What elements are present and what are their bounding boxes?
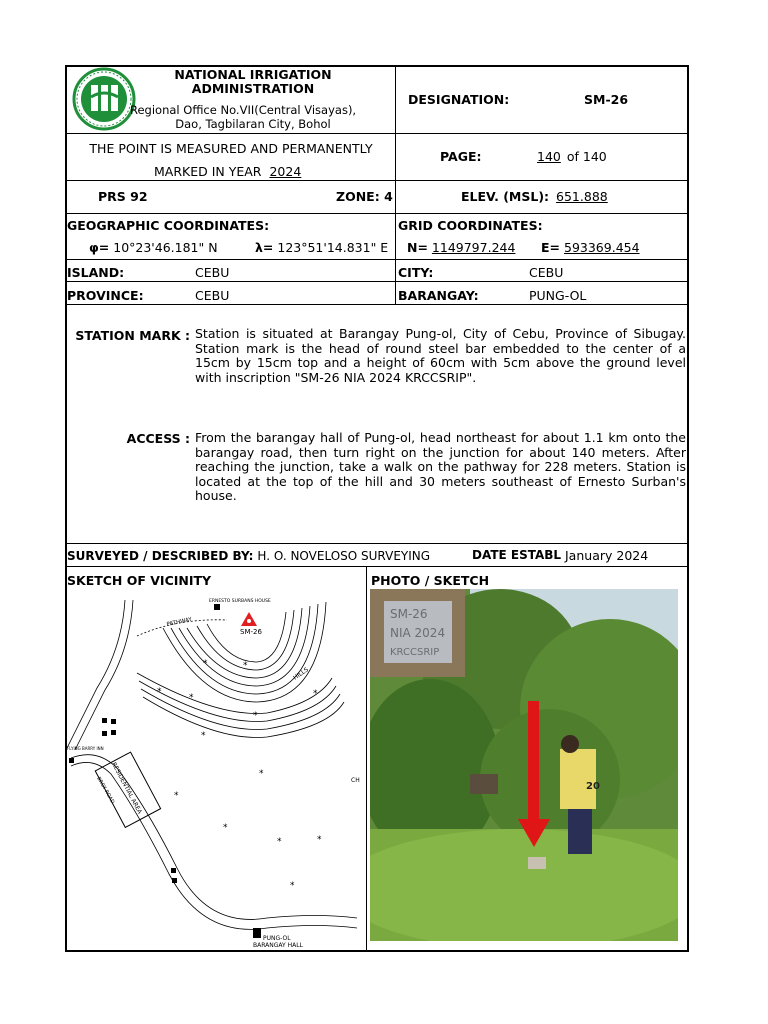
vicinity-map	[67, 588, 365, 948]
office-line-2: Dao, Tagbilaran City, Bohol	[175, 117, 331, 131]
svg-text:*: *	[259, 769, 264, 779]
island-label: ISLAND:	[67, 265, 125, 280]
org-name: NATIONAL IRRIGATION ADMINISTRATION	[174, 67, 332, 96]
barangay-value: PUNG-OL	[529, 288, 587, 303]
designation-value: SM-26	[584, 92, 629, 107]
svg-text:*: *	[157, 687, 162, 697]
lambda-label: λ=	[255, 240, 274, 255]
map-house-label: ERNESTO SURBANS HOUSE	[209, 599, 271, 604]
surveyed-label: SURVEYED / DESCRIBED BY:	[67, 549, 254, 563]
zone-label: ZONE:	[336, 189, 380, 204]
svg-text:*: *	[290, 881, 295, 891]
measured-year: 2024	[269, 164, 302, 179]
designation-label: DESIGNATION:	[408, 92, 510, 107]
page-label: PAGE:	[440, 149, 482, 164]
access-text: From the barangay hall of Pung-ol, head northeast for about 1.1 km onto the barangay road, then turn right on the junction for about 140 meters. After reaching the junction, take a walk on the pathway for 228 meters. Station is located at the top of the hill and 30 meters southeast of Ernesto Surban's house.	[195, 430, 686, 504]
e-value: 593369.454	[564, 240, 640, 255]
zone-value: 4	[384, 189, 393, 204]
elevation-value: 651.888	[556, 189, 608, 204]
page-total: of 140	[566, 149, 607, 164]
map-pathway-label: PATHWAY	[166, 616, 193, 628]
measured-text-line-2	[154, 164, 301, 179]
zone	[336, 189, 393, 204]
surveyed-value: H. O. NOVELOSO SURVEYING	[257, 549, 431, 563]
province-label: PROVINCE:	[67, 288, 144, 303]
city-value: CEBU	[529, 265, 564, 280]
svg-text:*: *	[253, 711, 258, 721]
svg-text:*: *	[223, 823, 228, 833]
nia-logo	[68, 67, 140, 131]
office-line-1: Regional Office No.VII(Central Visayas),	[130, 103, 356, 117]
barangay-label: BARANGAY:	[398, 288, 479, 303]
geo-coordinates-label: GEOGRAPHIC COORDINATES:	[67, 218, 270, 233]
map-left-label: FLYING BARRY INN	[67, 746, 104, 751]
svg-text:*: *	[203, 659, 208, 669]
page-current: 140	[537, 149, 561, 164]
city-label: CITY:	[398, 265, 434, 280]
station-mark-text: Station is situated at Barangay Pung-ol, City of Cebu, Province of Sibugay. Station mark is the head of round steel bar embedded to the center of a 15cm by 15cm top and a height of 60cm with 5cm above the ground level with inscription "SM-26 NIA 2024 KRCCSRIP".	[195, 326, 686, 385]
longitude	[255, 240, 395, 255]
map-hills-label: HILLS	[292, 666, 310, 682]
prs-datum: PRS 92	[98, 189, 148, 204]
photo-shirt-number: 20	[586, 781, 600, 792]
map-ch-label: CH	[351, 777, 360, 784]
province-value: CEBU	[195, 288, 230, 303]
station-photo	[370, 589, 678, 941]
station-mark-label: STATION MARK :	[75, 328, 190, 343]
map-residential-label: RESIDENTIAL AREA	[109, 761, 144, 816]
island-value: CEBU	[195, 265, 230, 280]
photo-label: PHOTO / SKETCH	[371, 573, 490, 588]
access-label: ACCESS :	[126, 431, 190, 446]
lambda-value: 123°51'14.831" E	[277, 240, 389, 255]
phi-label: φ=	[89, 240, 110, 255]
map-road-label: BRGY ROAD	[95, 776, 116, 805]
elevation	[461, 189, 608, 204]
photo-mark-line-2: NIA 2024	[390, 626, 446, 640]
phi-value: 10°23'46.181" N	[113, 240, 218, 255]
date-label: DATE ESTABL	[472, 548, 562, 562]
svg-text:*: *	[201, 731, 206, 741]
latitude	[89, 240, 218, 255]
easting	[541, 240, 640, 255]
measured-text-line-1: THE POINT IS MEASURED AND PERMANENTLY	[89, 141, 373, 156]
measured-year-label: MARKED IN YEAR	[154, 164, 262, 179]
n-value: 1149797.244	[431, 240, 516, 255]
grid-coordinates-label: GRID COORDINATES:	[398, 218, 543, 233]
elevation-label: ELEV. (MSL):	[461, 189, 550, 204]
date-value: January 2024	[565, 548, 649, 563]
svg-text:*: *	[317, 835, 322, 845]
surveyed-by	[67, 548, 457, 563]
n-label: N=	[407, 240, 428, 255]
northing	[407, 240, 515, 255]
svg-text:*: *	[243, 661, 248, 671]
svg-text:*: *	[174, 791, 179, 801]
photo-mark-line-3: KRCCSRIP	[390, 647, 440, 658]
map-station-label: SM-26	[240, 628, 262, 636]
svg-text:*: *	[277, 837, 282, 847]
map-hall-label-1: PUNG-OL	[263, 935, 291, 942]
vicinity-label: SKETCH OF VICINITY	[67, 573, 212, 588]
map-hall-label-2: BARANGAY HALL	[253, 942, 303, 948]
svg-text:*: *	[189, 693, 194, 703]
page-number	[537, 149, 607, 164]
e-label: E=	[541, 240, 561, 255]
photo-mark-line-1: SM-26	[390, 607, 428, 621]
svg-text:*: *	[313, 689, 318, 699]
